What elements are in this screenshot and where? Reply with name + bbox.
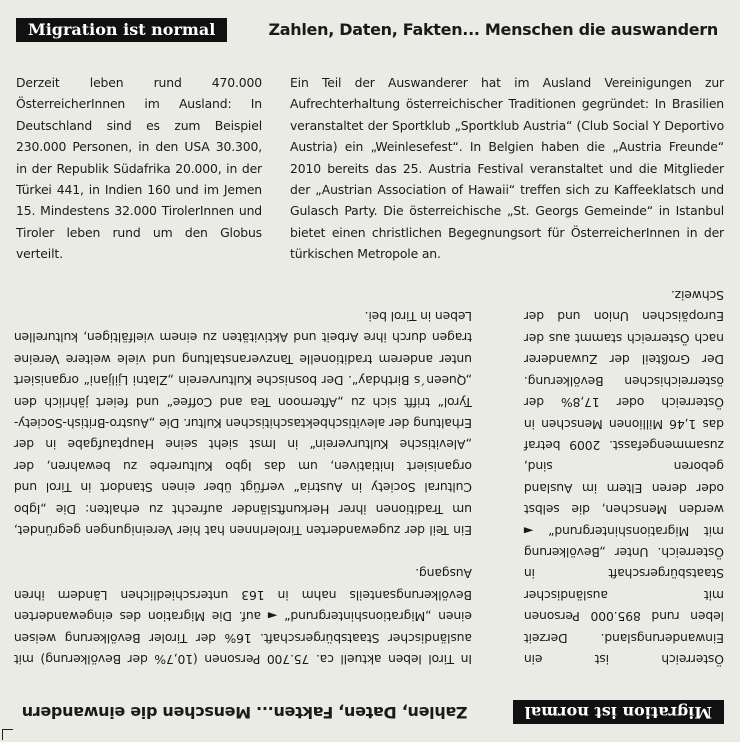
tirol-statistics-paragraph: In Tirol leben aktuell ca. 75.700 Personen (10,7% der Bevölkerung) mit ausländischer Staatsbürgerschaft. 16% der Tiroler Bevölkerung weisen einen „Migrationshintergrund“ ◄ auf. Die Migration des eingewanderten Bevölkerungsanteils nahm in 163 unterschiedlichen Ländern ihren Ausgang. — [14, 566, 472, 667]
paragraph-spacer — [14, 541, 472, 563]
immigration-section-upside-down — [0, 288, 740, 742]
tirol-associations-paragraph: Ein Teil der zugewanderten TirolerInnen hat hier Vereinigungen gegründet, um Traditionen ihrer Herkunftsländer aufrecht zu erhalten: Die „Igbo Cultural Society in Austria“ verfügt über einen Standort in Tirol und organisiert Initiativen, um das Igbo Kulturerbe zu bewahren, der „Alevitische Kulturverein“ in Imst sieht seine Hauptaufgabe in der Erhaltung der alevitischbektaschitischen Kultur. Die „Austro-British-Society-Tyrol“ trifft sich zu „Afternoon Tea and Coffee“ und feiert jährlich den „Queen´s Birthday“. Der bosnische Kulturverein „Zlatni Ljiljani“ organisiert unter anderem traditionelle Tanzveranstaltung und viele weitere Vereine tragen durch ihre Arbeit und Aktivitäten zu einem vielfältigen, kulturellen Leben in Tirol bei. — [14, 308, 472, 538]
crop-mark-icon — [2, 729, 13, 740]
section-heading: Zahlen, Daten, Fakten... Menschen die einwandern — [22, 703, 468, 722]
emigration-intro-text: Derzeit leben rund 470.000 ÖsterreicherInnen im Ausland: In Deutschland sind es zum Beispiel 230.000 Personen, in den USA 30.300, in der Republik Südafrika 20.000, in der Türkei 441, in Indien 160 und im Jemen 15. Mindestens 32.000 TirolerInnen und Tiroler leben rund um den Globus verteilt. — [16, 75, 262, 262]
section-badge: Migration ist normal — [513, 700, 724, 724]
section-heading: Zahlen, Daten, Fakten... Menschen die auswandern — [268, 20, 718, 39]
emigration-associations-text: Ein Teil der Auswanderer hat im Ausland Vereinigungen zur Aufrechterhaltung österreichischer Traditionen gegründet: In Brasilien veranstaltet der Sportklub „Sportklub Austria“ (Club Social Y Deportivo Austria) ein „Weinlesefest“. In Belgien haben die „Austria Freunde“ 2010 bereits das 25. Austria Festival veranstaltet und die Mitglieder der „Austrian Association of Hawaii“ treffen sich zu Kaffeeklatsch und Gulasch Party. Die österreichische „St. Georgs Gemeinde“ in Istanbul bietet einen christlichen Begegnungsort für ÖsterreicherInnen in der türkischen Metropole an. — [290, 75, 724, 262]
section-badge: Migration ist normal — [16, 18, 227, 42]
immigration-tirol-text — [14, 306, 472, 671]
immigration-intro-text: Österreich ist ein Einwanderungsland. Derzeit leben rund 895.000 Personen mit ausländischer Staatsbürgerschaft in Österreich. Unter „Bevölkerung mit Migrationshintergrund“ ◄ werden Menschen, die selbst oder deren Eltern im Ausland geboren sind, zusammengefasst. 2009 betraf das 1,46 Millionen Menschen in Österreich oder 17,8% der österreichischen Bevölkerung. Der Großteil der Zuwanderer nach Österreich stammt aus der Europäischen Union und der Schweiz. — [524, 288, 724, 667]
